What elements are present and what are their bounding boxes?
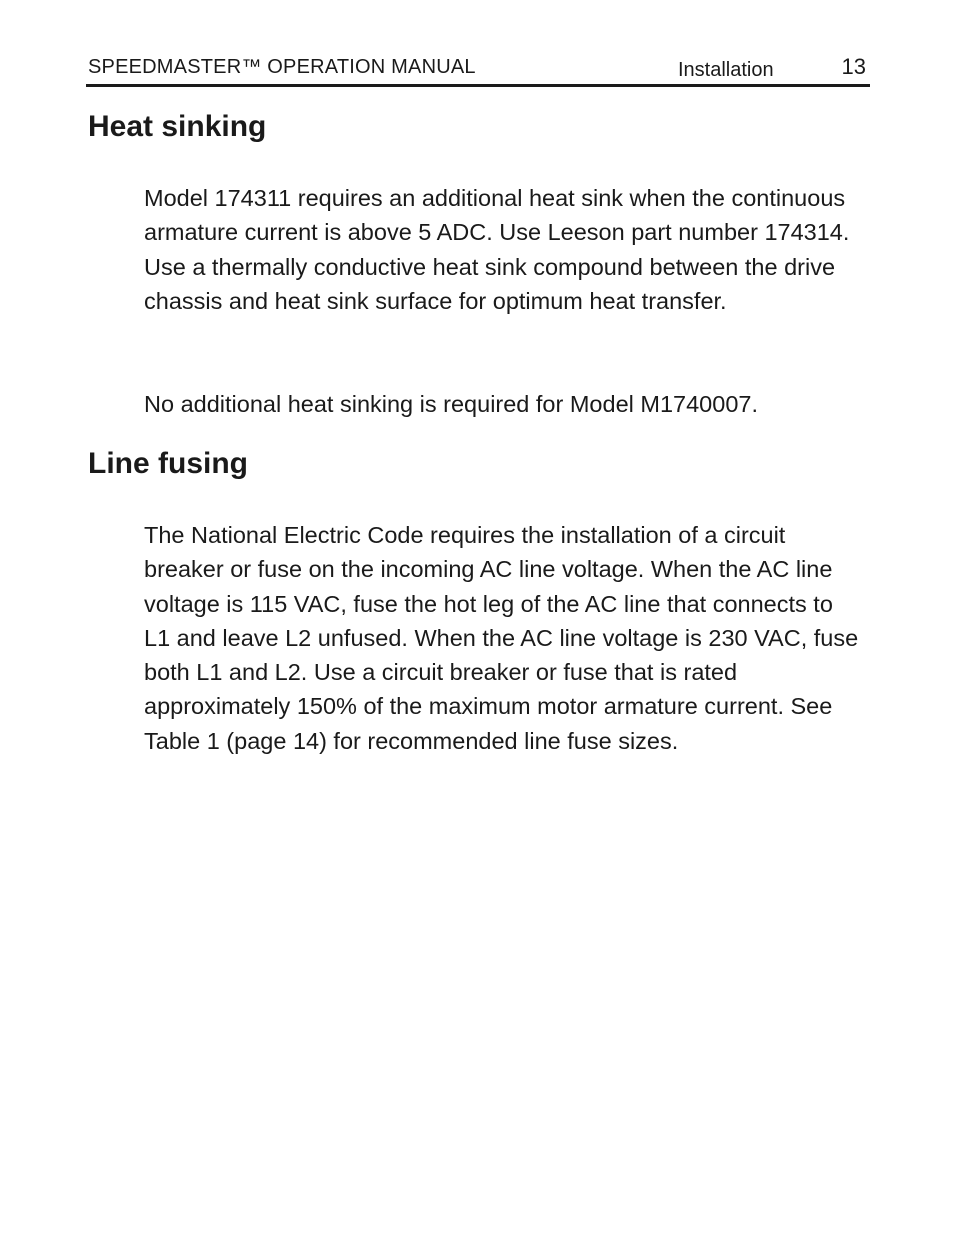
heading-line-fusing: Line fusing bbox=[88, 447, 248, 480]
manual-title: SPEEDMASTER™ OPERATION MANUAL bbox=[88, 56, 476, 78]
paragraph-heat-sinking-2: No additional heat sinking is required for Model M1740007. bbox=[144, 391, 758, 417]
page-header bbox=[86, 54, 870, 87]
section-name: Installation bbox=[678, 59, 774, 81]
heading-heat-sinking: Heat sinking bbox=[88, 110, 267, 143]
paragraph-line-fusing-1: The National Electric Code requires the installation of a circuit breaker or fuse on the incoming AC line voltage. When the AC line voltage is 115 VAC, fuse the hot leg of the AC line that connects to L1 and leave L2 unfused. When the AC line voltage is 230 VAC, fuse both L1 and L2. Use a circuit breaker or fuse that is rated approximately 150% of the maximum motor armature current. See Table 1 (page 14) for recommended line fuse sizes. bbox=[144, 522, 859, 754]
paragraph-heat-sinking-1: Model 174311 requires an additional heat sink when the continuous armature current is above 5 ADC. Use Leeson part number 174314. Use a thermally conductive heat sink compound between the drive chassis and heat sink surface for optimum heat transfer. bbox=[144, 185, 850, 314]
page-number: 13 bbox=[841, 54, 866, 79]
